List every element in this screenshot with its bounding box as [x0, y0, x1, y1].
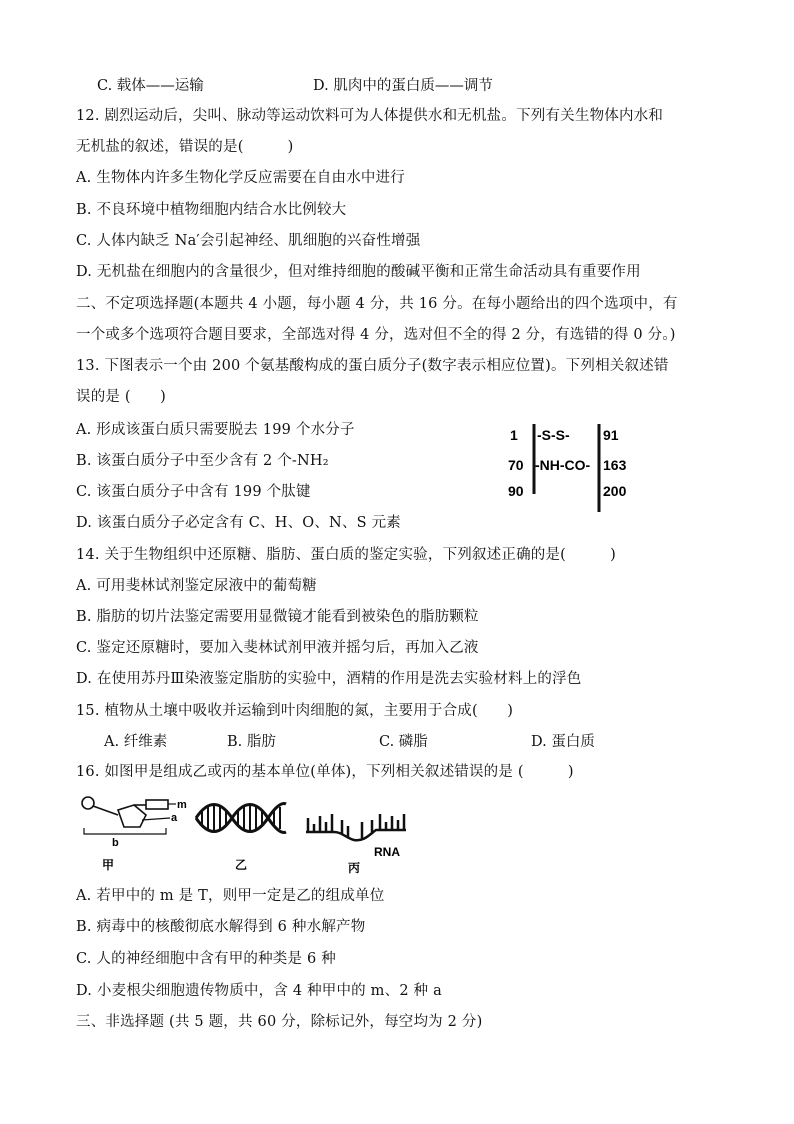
- label-position-90: 90: [508, 483, 524, 499]
- label-position-91: 91: [603, 427, 619, 443]
- label-b: b: [112, 837, 119, 849]
- peptide-bond-label: -NH-CO-: [535, 457, 591, 473]
- q11-option-c: C. 载体——运输: [97, 78, 204, 94]
- section3-heading: 三、非选择题 (共 5 题，共 60 分，除标记外，每空均为 2 分): [76, 1014, 483, 1030]
- q12-stem-line-2: 无机盐的叙述，错误的是( ): [76, 139, 294, 155]
- q16-option-b: B. 病毒中的核酸彻底水解得到 6 种水解产物: [76, 919, 366, 935]
- nucleotide-diagram: [82, 797, 187, 872]
- caption-bing: 丙: [348, 861, 361, 875]
- caption-jia: 甲: [102, 858, 115, 872]
- q15-option-b: B. 脂肪: [227, 734, 276, 750]
- dna-double-helix-diagram: [196, 804, 286, 872]
- q13-option-c: C. 该蛋白质分子中含有 199 个肽键: [76, 484, 311, 500]
- q13-option-b: B. 该蛋白质分子中至少含有 2 个-NH₂: [76, 453, 329, 469]
- q16-stem: 16. 如图甲是组成乙或丙的基本单位(单体)，下列相关叙述错误的是 ( ): [76, 764, 574, 780]
- section2-heading-line-2: 一个或多个选项符合题目要求，全部选对得 4 分，选对但不全的得 2 分，有选错的得 0 分。): [76, 327, 676, 343]
- label-position-200: 200: [603, 483, 627, 499]
- q14-option-d: D. 在使用苏丹Ⅲ染液鉴定脂肪的实验中，酒精的作用是洗去实验材料上的浮色: [76, 671, 582, 687]
- q16-option-c: C. 人的神经细胞中含有甲的种类是 6 种: [76, 951, 336, 967]
- q12-stem-line-1: 12. 剧烈运动后，尖叫、脉动等运动饮料可为人体提供水和无机盐。下列有关生物体内水和: [76, 108, 664, 124]
- label-position-70: 70: [508, 457, 524, 473]
- phosphate-icon: [82, 797, 94, 809]
- q13-option-a: A. 形成该蛋白质只需要脱去 199 个水分子: [76, 422, 355, 438]
- section2-heading-line-1: 二、不定项选择题(本题共 4 小题，每小题 4 分，共 16 分。在每小题给出的四个选项中，有: [76, 296, 678, 312]
- q13-stem-line-2: 误的是 ( ): [76, 389, 167, 405]
- disulfide-bond-label: -S-S-: [537, 427, 570, 443]
- q16-option-a: A. 若甲中的 m 是 T，则甲一定是乙的组成单位: [76, 888, 385, 904]
- label-a: a: [171, 812, 178, 824]
- q15-option-a: A. 纤维素: [104, 734, 168, 750]
- label-position-163: 163: [603, 457, 627, 473]
- q12-option-a: A. 生物体内许多生物化学反应需要在自由水中进行: [76, 170, 405, 186]
- protein-structure-figure: [506, 420, 636, 516]
- q14-option-b: B. 脂肪的切片法鉴定需要用显微镜才能看到被染色的脂肪颗粒: [76, 609, 479, 625]
- q14-option-c: C. 鉴定还原糖时，要加入斐林试剂甲液并摇匀后，再加入乙液: [76, 640, 479, 656]
- q11-option-d: D. 肌肉中的蛋白质——调节: [313, 78, 493, 94]
- q16-option-d: D. 小麦根尖细胞遗传物质中，含 4 种甲中的 m、2 种 a: [76, 983, 442, 999]
- q12-option-c: C. 人体内缺乏 Na′会引起神经、肌细胞的兴奋性增强: [76, 233, 421, 249]
- base-icon: [146, 800, 168, 809]
- q13-stem-line-1: 13. 下图表示一个由 200 个氨基酸构成的蛋白质分子(数字表示相应位置)。下列相关叙述错: [76, 358, 669, 374]
- q14-option-a: A. 可用斐林试剂鉴定尿液中的葡萄糖: [76, 578, 317, 594]
- pentose-sugar-icon: [118, 805, 146, 827]
- caption-yi: 乙: [235, 858, 248, 872]
- q12-option-b: B. 不良环境中植物细胞内结合水比例较大: [76, 202, 347, 218]
- bracket-b: [84, 828, 166, 834]
- q15-option-d: D. 蛋白质: [531, 734, 595, 750]
- rna-diagram: [306, 814, 406, 875]
- label-rna: RNA: [374, 845, 400, 859]
- label-position-1: 1: [510, 427, 518, 443]
- q13-option-d: D. 该蛋白质分子必定含有 C、H、O、N、S 元素: [76, 515, 401, 531]
- q14-stem: 14. 关于生物组织中还原糖、脂肪、蛋白质的鉴定实验，下列叙述正确的是( ): [76, 547, 616, 563]
- q15-stem: 15. 植物从土壤中吸收并运输到叶肉细胞的氮，主要用于合成( ): [76, 703, 514, 719]
- q12-option-d: D. 无机盐在细胞内的含量很少，但对维持细胞的酸碱平衡和正常生命活动具有重要作用: [76, 264, 641, 280]
- nucleic-acid-figure: [76, 794, 422, 876]
- q15-option-c: C. 磷脂: [379, 734, 428, 750]
- label-m: m: [177, 799, 187, 811]
